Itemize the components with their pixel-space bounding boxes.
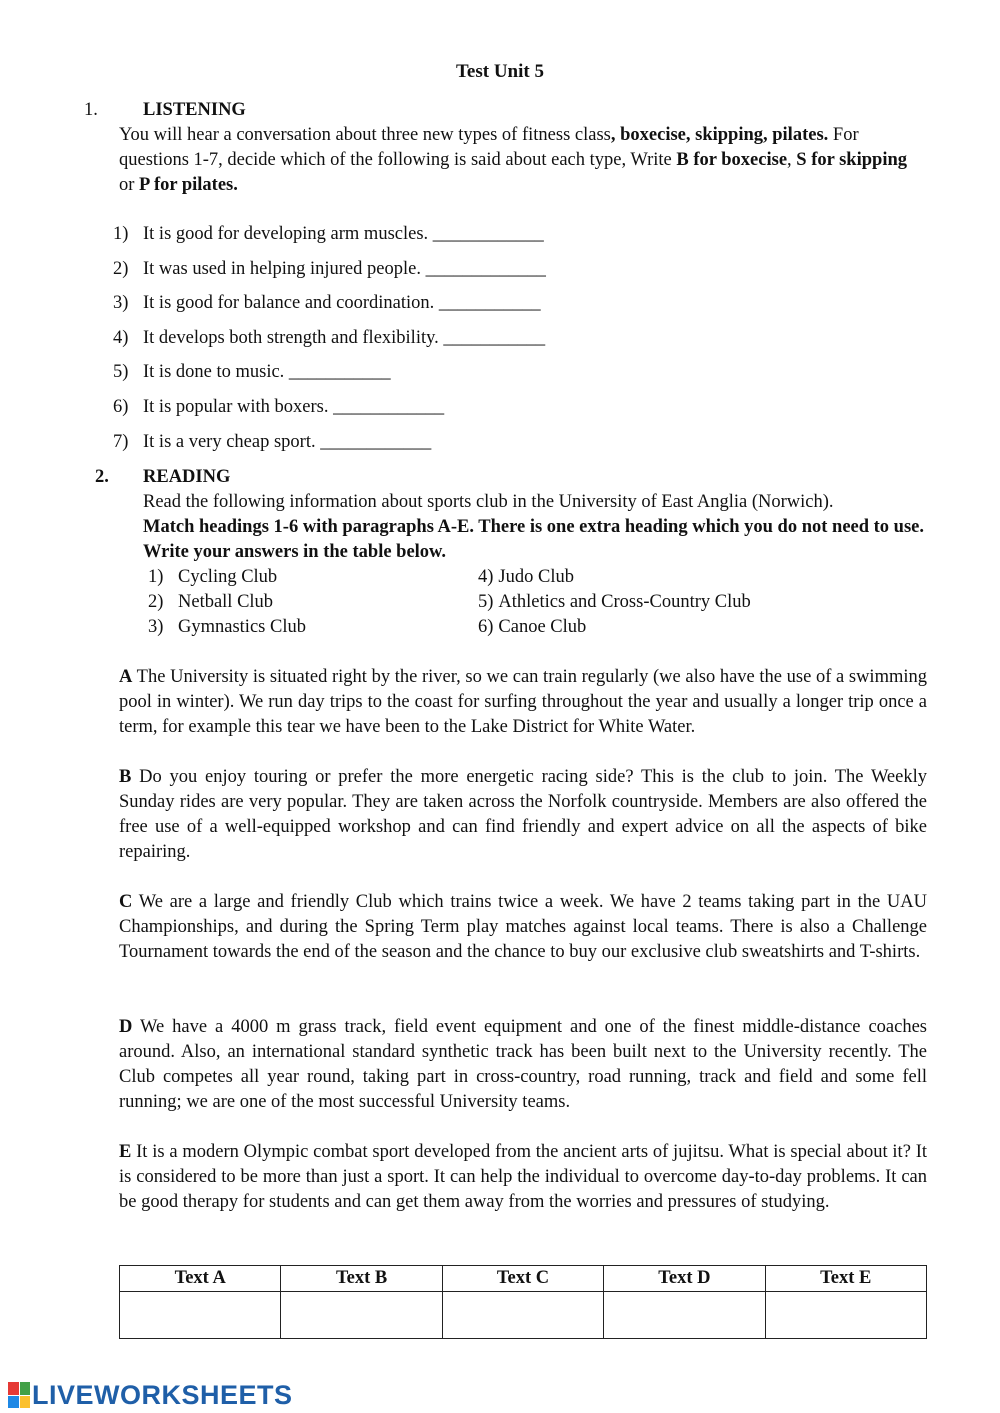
listening-questions (113, 222, 546, 464)
question-item (113, 395, 546, 430)
question-text: It is good for developing arm muscles. ____________ (143, 224, 544, 244)
answer-cell-a[interactable] (120, 1292, 281, 1339)
question-number: 7) (113, 431, 129, 452)
section-2-intro: Read the following information about sports club in the University of East Anglia (Norwich). (143, 492, 834, 512)
question-item (113, 222, 546, 257)
club-heading: 6) Canoe Club (478, 617, 587, 637)
liveworksheets-logo (8, 1380, 293, 1410)
text-paragraph-b: B Do you enjoy touring or prefer the more energetic racing side? This is the club to join. The Weekly Sunday rides are very popular. They are taken across the Norfolk countryside. Members are also offered the free use of a well-equipped workshop and can find friendly and expert advice on all the aspects of bike repairing. (119, 767, 927, 862)
question-item (113, 430, 546, 465)
text-paragraph-c: C We are a large and friendly Club which trains twice a week. We have 2 teams taking part in the UAU Championships, and during the Spring Term play matches against local teams. There is also a Challenge Tournament towards the end of the season and the chance to buy our exclusive club sweatshirts and T-shirts. (119, 892, 927, 962)
text-paragraph-a: A The University is situated right by the river, so we can train regularly (we also have the use of a swimming pool in winter). We run day trips to the coast for surfing throughout the year and usually a longer trip once a term, for example this tear we have been to the Lake District for White Water. (119, 667, 927, 737)
question-number: 6) (113, 396, 129, 417)
answer-table-header: Text A (120, 1266, 281, 1292)
question-item (113, 291, 546, 326)
answer-cell-d[interactable] (604, 1292, 765, 1339)
question-text: It is good for balance and coordination. ___________ (143, 293, 541, 314)
section-2-instruction: Match headings 1-6 with paragraphs A-E. There is one extra heading which you do not need to use. Write your answers in the table below. (143, 517, 925, 562)
club-heading: 4) Judo Club (478, 567, 574, 587)
brand-name: LIVEWORKSHEETS (32, 1379, 293, 1410)
page-title: Test Unit 5 (456, 61, 544, 82)
answer-table-header: Text C (442, 1266, 603, 1292)
question-text: It develops both strength and flexibility. ___________ (143, 327, 546, 348)
answer-cell-c[interactable] (442, 1292, 603, 1339)
question-number: 4) (113, 327, 129, 348)
question-number: 2) (113, 258, 129, 279)
text-paragraph-e: E It is a modern Olympic combat sport developed from the ancient arts of jujitsu. What is special about it? It is considered to be more than just a sport. It can help the individual to overcome day-to-day problems. It can be good therapy for students and can get them away from the worries and pressures of studying. (119, 1142, 927, 1212)
question-text: It is done to music. ___________ (143, 362, 391, 383)
club-heading: 3) Gymnastics Club (148, 617, 306, 637)
question-number: 5) (113, 362, 129, 383)
question-number: 3) (113, 293, 129, 314)
answer-table-header: Text E (765, 1266, 926, 1292)
question-text: It was used in helping injured people. _____________ (143, 258, 546, 279)
answer-table (119, 1265, 927, 1339)
section-2-number: 2. (95, 467, 109, 487)
section-1-number: 1. (84, 100, 98, 120)
question-number: 1) (113, 224, 129, 244)
club-headings-list (148, 565, 848, 640)
club-heading: 1) Cycling Club (148, 567, 278, 587)
question-text: It is popular with boxers. ____________ (143, 396, 445, 417)
club-heading: 5) Athletics and Cross-Country Club (478, 592, 751, 612)
answer-table-header: Text B (281, 1266, 442, 1292)
question-item (113, 326, 546, 361)
answer-table-header: Text D (604, 1266, 765, 1292)
question-text: It is a very cheap sport. ____________ (143, 431, 432, 452)
answer-cell-e[interactable] (765, 1292, 926, 1339)
text-paragraph-d: D We have a 4000 m grass track, field event equipment and one of the finest middle-distance coaches around. Also, an international standard synthetic track has been built next to the University recently. The Club competes all year round, taking part in cross-country, road running, track and field and some fell running; we are one of the most successful University teams. (119, 1017, 927, 1112)
question-item (113, 360, 546, 395)
club-heading: 2) Netball Club (148, 592, 274, 612)
answer-cell-b[interactable] (281, 1292, 442, 1339)
section-2-heading: READING (143, 467, 231, 487)
logo-badge-icon (8, 1382, 30, 1408)
section-1-intro: You will hear a conversation about three new types of fitness class, boxecise, skipping, pilates. For questions 1-7, decide which of the following is said about each type, Write B for boxecise, S for skipping or P for pilates. (119, 125, 907, 195)
question-item (113, 257, 546, 292)
section-1-heading: LISTENING (143, 100, 246, 120)
